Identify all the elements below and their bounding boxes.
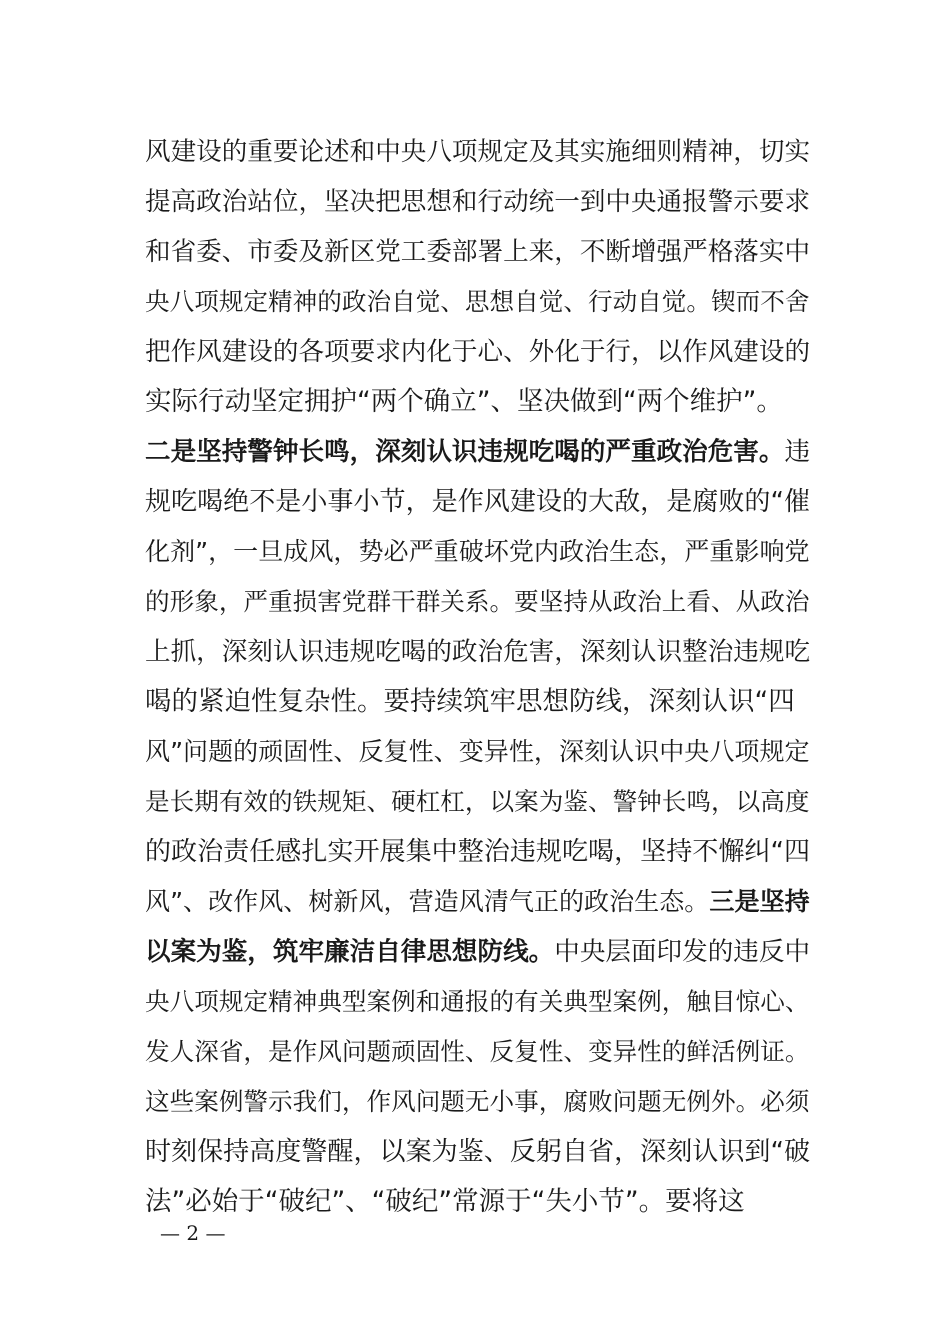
text-line xyxy=(145,727,810,777)
text-line xyxy=(145,477,810,527)
bold-text-segment: 三是坚持 xyxy=(709,887,810,916)
text-line xyxy=(145,877,810,927)
text-segment: 喝的紧迫性复杂性。要持续筑牢思想防线，深刻认识“四 xyxy=(145,686,795,717)
body-text xyxy=(145,127,810,1227)
text-segment: 把作风建设的各项要求内化于心、外化于行，以作风建设的 xyxy=(145,337,811,367)
text-segment: 的政治责任感扎实开展集中整治违规吃喝，坚持不懈纠“四 xyxy=(145,837,811,867)
text-segment: 时刻保持高度警醒，以案为鉴、反躬自省，深刻认识到“破 xyxy=(145,1137,811,1167)
text-line xyxy=(145,577,810,627)
text-segment: 这些案例警示我们，作风问题无小事，腐败问题无例外。必须 xyxy=(145,1087,810,1116)
text-segment: 发人深省，是作风问题顽固性、反复性、变异性的鲜活例证。 xyxy=(145,1037,810,1066)
text-line xyxy=(145,977,810,1027)
text-segment: 规吃喝绝不是小事小节，是作风建设的大敌，是腐败的“催 xyxy=(145,487,811,517)
text-line xyxy=(145,127,810,177)
text-line xyxy=(145,777,810,827)
text-line xyxy=(145,1077,810,1127)
bold-text-segment: 以案为鉴，筑牢廉洁自律思想防线。 xyxy=(145,937,555,967)
text-line xyxy=(145,927,810,977)
text-segment: 风”问题的顽固性、反复性、变异性，深刻认识中央八项规定 xyxy=(145,737,810,766)
text-segment: 中央层面印发的违反中 xyxy=(554,937,811,967)
text-segment: 实际行动坚定拥护“两个确立”、坚决做到“两个维护”。 xyxy=(145,386,783,417)
text-line xyxy=(145,627,810,677)
text-line xyxy=(145,1027,810,1077)
text-line xyxy=(145,327,810,377)
text-line xyxy=(145,277,810,327)
text-segment: 法”必始于“破纪”、“破纪”常源于“失小节”。要将这 xyxy=(145,1186,745,1217)
text-line xyxy=(145,427,810,477)
page-number: — 2 — xyxy=(160,1221,226,1245)
text-line xyxy=(145,377,810,427)
text-segment: 央八项规定精神典型案例和通报的有关典型案例，触目惊心、 xyxy=(145,987,810,1016)
text-segment: 的形象，严重损害党群干群关系。要坚持从政治上看、从政治 xyxy=(145,587,810,616)
text-segment: 和省委、市委及新区党工委部署上来，不断增强严格落实中 xyxy=(145,237,811,267)
text-segment: 违 xyxy=(784,437,811,467)
text-segment: 上抓，深刻认识违规吃喝的政治危害，深刻认识整治违规吃 xyxy=(145,637,811,667)
text-line xyxy=(145,1127,810,1177)
text-segment: 提高政治站位，坚决把思想和行动统一到中央通报警示要求 xyxy=(145,187,811,217)
text-segment: 风建设的重要论述和中央八项规定及其实施细则精神，切实 xyxy=(145,137,811,167)
text-segment: 是长期有效的铁规矩、硬杠杠，以案为鉴、警钟长鸣，以高度 xyxy=(145,787,810,816)
text-segment: 央八项规定精神的政治自觉、思想自觉、行动自觉。锲而不舍 xyxy=(145,287,810,316)
bold-text-segment: 二是坚持警钟长鸣，深刻认识违规吃喝的严重政治危害。 xyxy=(145,437,785,467)
text-line xyxy=(145,677,810,727)
text-line xyxy=(145,177,810,227)
text-line xyxy=(145,227,810,277)
text-line xyxy=(145,1177,810,1227)
text-line xyxy=(145,527,810,577)
text-segment: 化剂”，一旦成风，势必严重破坏党内政治生态，严重影响党 xyxy=(145,537,810,566)
text-line xyxy=(145,827,810,877)
text-segment: 风”、改作风、树新风，营造风清气正的政治生态。 xyxy=(145,887,710,916)
